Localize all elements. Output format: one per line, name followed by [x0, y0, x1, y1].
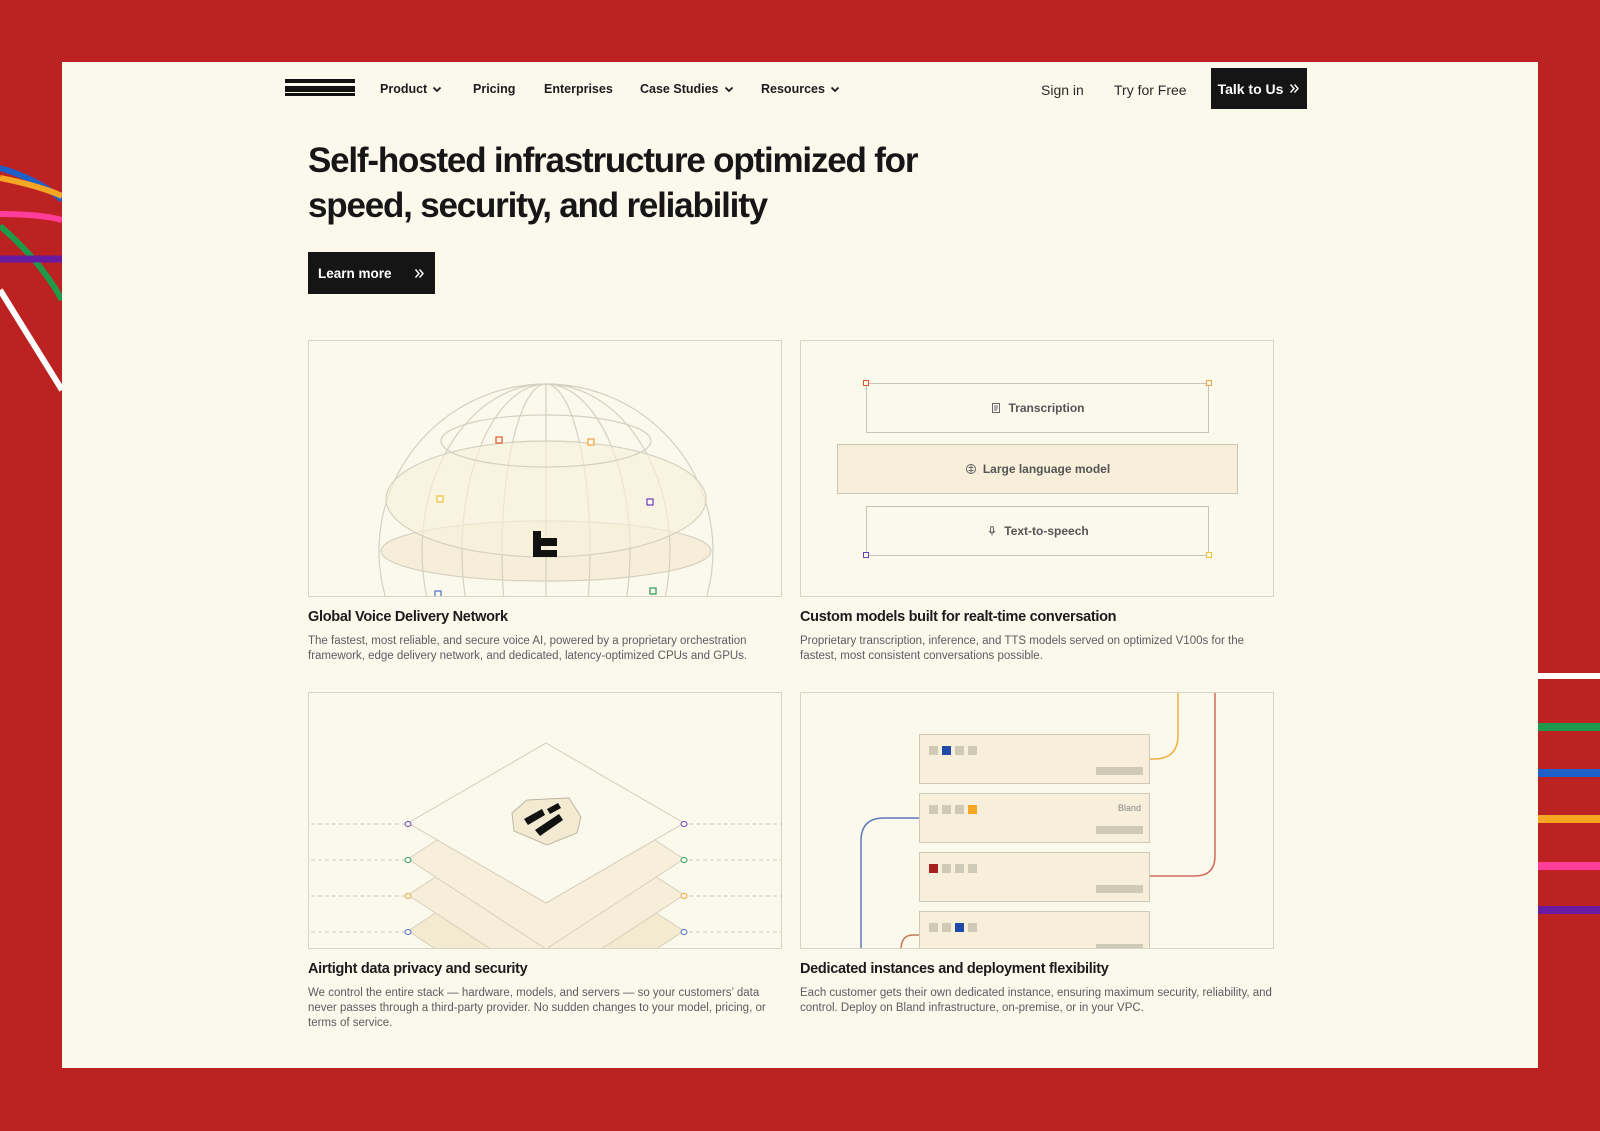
server-brand-label: Bland	[1117, 803, 1141, 813]
card-description: The fastest, most reliable, and secure voice AI, powered by a proprietary orchestration framework, edge delivery network, and dedicated, latency-optimized CPUs and GPUs.	[308, 635, 748, 662]
server-unit	[919, 852, 1150, 902]
card-title: Dedicated instances and deployment flexibility	[800, 961, 1109, 977]
web-page	[62, 62, 1538, 1068]
chevron-down-icon	[830, 84, 840, 94]
stack-item-transcription	[866, 383, 1209, 433]
card-description: We control the entire stack — hardware, models, and servers — so your customers’ data never passes through a third-party provider. No sudden changes to your model, pricing, or terms of service.	[308, 987, 766, 1029]
server-unit	[919, 911, 1150, 949]
chevron-down-icon	[724, 84, 734, 94]
corner-marker	[1206, 380, 1212, 386]
nav-item-enterprises[interactable]	[544, 82, 613, 96]
card-title: Global Voice Delivery Network	[308, 609, 508, 625]
security-layers-illustration	[309, 693, 782, 949]
talk-to-us-label: Talk to Us	[1217, 80, 1284, 97]
card-dedicated-instances	[800, 692, 1274, 949]
card-description: Each customer gets their own dedicated instance, ensuring maximum security, reliability, and control. Deploy on Bland infrastructure, on-premise, or in your VPC.	[800, 987, 1272, 1014]
page-title-line-1: Self-hosted infrastructure optimized for	[308, 141, 918, 180]
chevron-down-icon	[432, 84, 442, 94]
nav-item-resources[interactable]	[761, 82, 840, 96]
top-navigation	[62, 62, 1538, 118]
sign-in-link[interactable]: Sign in	[1041, 82, 1084, 98]
try-for-free-link[interactable]: Try for Free	[1114, 82, 1187, 98]
talk-to-us-button[interactable]	[1211, 68, 1307, 109]
brain-icon	[965, 463, 977, 475]
corner-marker	[863, 552, 869, 558]
corner-marker	[863, 380, 869, 386]
nav-item-label: Case Studies	[640, 82, 719, 96]
corner-marker	[1206, 552, 1212, 558]
microphone-icon	[986, 525, 998, 537]
nav-item-label: Product	[380, 82, 428, 96]
stack-item-llm	[837, 444, 1238, 494]
nav-item-label: Pricing	[473, 82, 516, 96]
stack-item-label: Large language model	[982, 462, 1111, 476]
nav-item-pricing[interactable]	[473, 82, 515, 96]
learn-more-label: Learn more	[318, 265, 392, 281]
card-data-privacy	[308, 692, 782, 949]
learn-more-button[interactable]	[308, 252, 435, 294]
double-chevron-right-icon	[414, 268, 425, 279]
stack-item-label: Transcription	[1008, 401, 1085, 415]
page-title	[308, 138, 1008, 228]
server-unit	[919, 793, 1150, 843]
nav-item-label: Enterprises	[544, 82, 613, 96]
card-custom-models	[800, 340, 1274, 597]
nav-item-product[interactable]	[380, 82, 442, 96]
nav-item-case-studies[interactable]	[640, 82, 734, 96]
card-description: Proprietary transcription, inference, and TTS models served on optimized V100s for the fastest, most consistent conversations possible.	[800, 635, 1245, 662]
stack-item-label: Text-to-speech	[1004, 524, 1089, 538]
card-global-network	[308, 340, 782, 597]
double-chevron-right-icon	[1289, 83, 1300, 94]
stack-item-tts	[866, 506, 1209, 556]
card-title: Custom models built for realt-time conversation	[800, 609, 1117, 625]
bland-logo[interactable]	[285, 76, 355, 100]
server-unit	[919, 734, 1150, 784]
page-title-line-2: speed, security, and reliability	[308, 186, 767, 225]
card-title: Airtight data privacy and security	[308, 961, 528, 977]
nav-item-label: Resources	[761, 82, 825, 96]
globe-illustration	[309, 341, 782, 597]
document-icon	[990, 402, 1002, 414]
